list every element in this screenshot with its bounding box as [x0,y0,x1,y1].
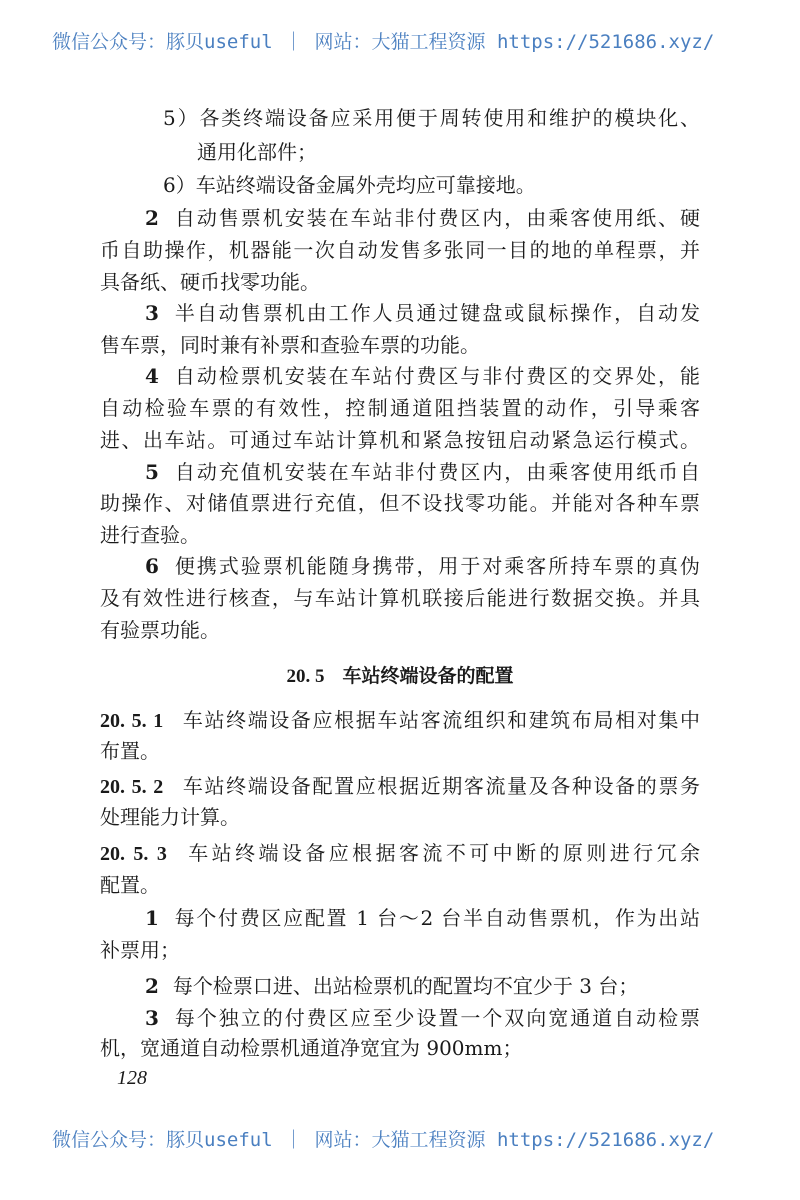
clause-20-5-2-line1 [100,773,700,799]
clause-20-5-3-line1 [100,840,700,866]
para-text: 自动检票机安装在车站付费区与非付费区的交界处，能 [172,364,700,388]
item-5-line2: 通用化部件； [197,140,317,164]
para-6-line1 [145,553,700,579]
para-number: 6 [145,554,159,578]
clause-text: 车站终端设备应根据客流不可中断的原则进行冗余 [184,841,700,865]
clause-text: 车站终端设备配置应根据近期客流量及各种设备的票务 [181,774,700,798]
para-6-line2: 及有效性进行核查，与车站计算机联接后能进行数据交换。并具 [100,586,700,610]
para-text: 半自动售票机由工作人员通过键盘或鼠标操作，自动发 [172,301,700,325]
sub-text: 每个付费区应配置 1 台～2 台半自动售票机，作为出站 [172,906,700,930]
para-number: 5 [145,460,159,484]
clause-20-5-2-line2: 处理能力计算。 [100,805,240,829]
para-5-line2: 助操作、对储值票进行充值，但不设找零功能。并能对各种车票 [100,491,700,515]
para-5-line3: 进行查验。 [100,523,200,547]
clause-number: 20. 5. 3 [100,843,167,865]
clause-20-5-3-line2: 配置。 [100,873,160,897]
para-number: 4 [145,364,159,388]
clause-number: 20. 5. 2 [100,776,164,798]
clause-text: 车站终端设备应根据车站客流组织和建筑布局相对集中 [181,708,700,732]
watermark-footer: 微信公众号：豚贝useful ｜ 网站：大猫工程资源 https://521686.xyz/ [52,1129,715,1151]
sub-number: 3 [145,1006,159,1030]
para-text: 便携式验票机能随身携带，用于对乘客所持车票的真伪 [172,554,700,578]
sub-text: 每个检票口进、出站检票机的配置均不宜少于 3 台； [172,974,639,998]
para-2-line1 [145,205,700,231]
item-6-line1: 6）车站终端设备金属外壳均应可靠接地。 [163,173,536,197]
para-4-line3: 进、出车站。可通过车站计算机和紧急按钮启动紧急运行模式。 [100,428,700,452]
page-number: 128 [117,1067,147,1089]
section-heading [0,663,800,690]
para-3-line1 [145,300,700,326]
para-5-line1 [145,459,700,485]
para-number: 2 [145,206,159,230]
section-number: 20. 5 [286,666,325,687]
para-text: 自动售票机安装在车站非付费区内，由乘客使用纸、硬 [172,206,700,230]
sub-2-line1 [145,973,638,999]
section-title: 车站终端设备的配置 [342,665,514,687]
sub-number: 2 [145,974,159,998]
item-5-line1: 5）各类终端设备应采用便于周转使用和维护的模块化、 [163,106,700,130]
sub-number: 1 [145,906,159,930]
clause-number: 20. 5. 1 [100,710,164,732]
para-6-line3: 有验票功能。 [100,618,220,642]
clause-20-5-1-line1 [100,707,700,733]
watermark-header: 微信公众号：豚贝useful ｜ 网站：大猫工程资源 https://521686.xyz/ [52,31,715,53]
para-text: 自动充值机安装在车站非付费区内，由乘客使用纸币自 [172,460,700,484]
sub-3-line1 [145,1005,700,1031]
sub-1-line1 [145,905,700,931]
clause-20-5-1-line2: 布置。 [100,739,160,763]
sub-3-line2: 机，宽通道自动检票机通道净宽宜为 900mm； [100,1036,523,1060]
para-4-line2: 自动检验车票的有效性，控制通道阻挡装置的动作，引导乘客 [100,396,700,420]
para-2-line2: 币自助操作，机器能一次自动发售多张同一目的地的单程票，并 [100,238,700,262]
para-number: 3 [145,301,159,325]
sub-1-line2: 补票用； [100,938,180,962]
para-2-line3: 具备纸、硬币找零功能。 [100,270,320,294]
para-4-line1 [145,363,700,389]
sub-text: 每个独立的付费区应至少设置一个双向宽通道自动检票 [172,1006,700,1030]
para-3-line2: 售车票，同时兼有补票和查验车票的功能。 [100,333,480,357]
